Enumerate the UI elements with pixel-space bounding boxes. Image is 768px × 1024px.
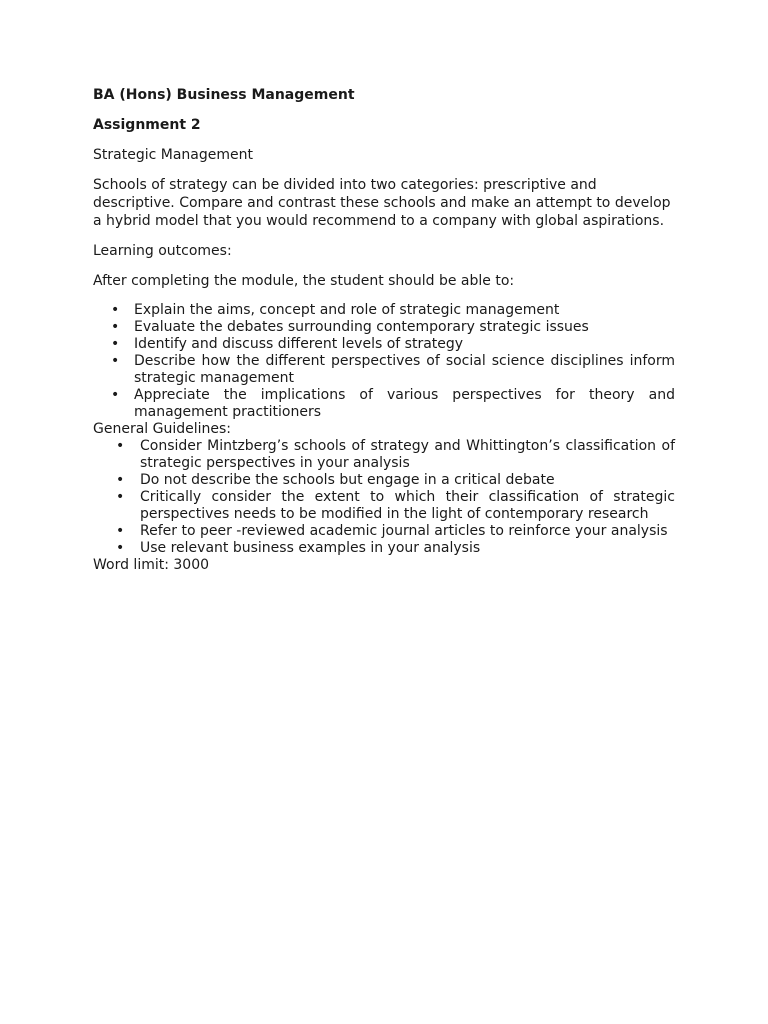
guideline-text: Do not describe the schools but engage in a critical debate — [140, 472, 555, 488]
module-name: Strategic Management — [93, 147, 253, 163]
list-item — [93, 387, 675, 421]
bullet-icon: • — [116, 438, 125, 454]
learning-outcomes-list — [93, 302, 675, 421]
word-limit: Word limit: 3000 — [93, 557, 210, 573]
list-item — [93, 540, 675, 557]
bullet-icon: • — [111, 319, 120, 335]
bullet-icon: • — [111, 353, 120, 369]
document-body — [93, 86, 675, 574]
learning-outcomes-label: Learning outcomes: — [93, 243, 232, 259]
guideline-text: Use relevant business examples in your analysis — [140, 540, 481, 556]
task-paragraph: Schools of strategy can be divided into two categories: prescriptive and descriptive. Compare and contrast these schools and make an attempt to develop a hybrid model that you would recommend to a company with global aspirations. — [93, 177, 671, 229]
learning-outcome-text: Appreciate the implications of various perspectives for theory and management practitioners — [134, 387, 675, 420]
list-item — [93, 523, 675, 540]
list-item — [93, 438, 675, 472]
list-item — [93, 302, 675, 319]
guideline-text: Consider Mintzberg’s schools of strategy and Whittington’s classification of strategic perspectives in your analysis — [140, 438, 675, 471]
bullet-icon: • — [116, 523, 125, 539]
assignment-title: Assignment 2 — [93, 117, 201, 133]
program-title: BA (Hons) Business Management — [93, 87, 355, 103]
list-item — [93, 472, 675, 489]
guidelines-list — [93, 438, 675, 557]
list-item — [93, 489, 675, 523]
learning-outcome-text: Explain the aims, concept and role of strategic management — [134, 302, 560, 318]
learning-outcome-text: Evaluate the debates surrounding contemporary strategic issues — [134, 319, 589, 335]
bullet-icon: • — [111, 336, 120, 352]
bullet-icon: • — [116, 540, 125, 556]
guidelines-label: General Guidelines: — [93, 421, 232, 437]
bullet-icon: • — [116, 489, 125, 505]
bullet-icon: • — [111, 387, 120, 403]
list-item — [93, 319, 675, 336]
learning-outcome-text: Describe how the different perspectives of social science disciplines inform strategic management — [134, 353, 675, 386]
learning-outcomes-intro: After completing the module, the student should be able to: — [93, 273, 515, 289]
guideline-text: Critically consider the extent to which their classification of strategic perspectives needs to be modified in the light of contemporary research — [140, 489, 675, 522]
guideline-text: Refer to peer -reviewed academic journal articles to reinforce your analysis — [140, 523, 668, 539]
bullet-icon: • — [116, 472, 125, 488]
list-item — [93, 336, 675, 353]
list-item — [93, 353, 675, 387]
learning-outcome-text: Identify and discuss different levels of strategy — [134, 336, 464, 352]
bullet-icon: • — [111, 302, 120, 318]
